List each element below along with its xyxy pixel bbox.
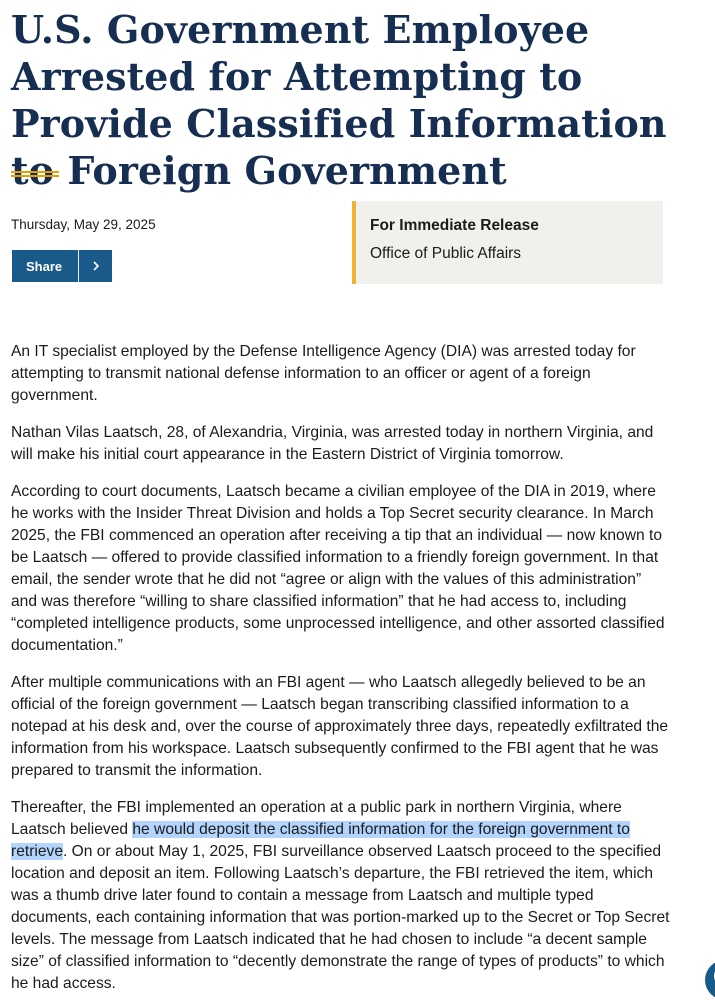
paragraph-4: After multiple communications with an FBI agent — who Laatsch allegedly believed to be an official of the foreign government — Laatsch began transcribing classified information to a notepad at his desk and, over the course of approximately three days, repeatedly exfiltrated the information from his workspace. Laatsch subsequently confirmed to the FBI agent that he was prepared to transmit the information. [11,674,669,779]
share-button-label: Share [26,258,63,274]
release-office: Office of Public Affairs [370,245,522,262]
page-title: U.S. Government Employee Arrested for Attempting to Provide Classified Information to Foreign Government [11,7,667,193]
paragraph-5-start: Thereafter, the FBI implemented an operation at a public park in northern Virginia, where Laatsch believed [11,799,622,838]
publish-date: Thursday, May 29, 2025 [11,217,156,232]
share-button[interactable] [12,250,112,282]
chevron-right-icon[interactable] [79,260,112,272]
share-divider [78,250,79,282]
paragraph-3: According to court documents, Laatsch became a civilian employee of the DIA in 2019, where he works with the Insider Threat Division and holds a Top Secret security clearance. In March 2025, the FBI commenced an operation after receiving a tip that an individual — now known to be Laatsch — offered to provide classified information to a friendly foreign government. In that email, the sender wrote that he did not “agree or align with the values of this administration” and was therefore “willing to share classified information” that he had access to, including “completed intelligence products, some unprocessed intelligence, and other assorted classified documentation.” [11,483,665,654]
chat-bubble-icon[interactable] [705,960,715,1000]
paragraph-2: Nathan Vilas Laatsch, 28, of Alexandria, Virginia, was arrested today in northern Virginia, and will make his initial court appearance in the Eastern District of Virginia tomorrow. [11,424,654,463]
release-title: For Immediate Release [370,217,539,234]
title-accent-rule [11,171,59,177]
article-body [11,341,671,1000]
paragraph-5 [11,797,671,995]
paragraph-1: An IT specialist employed by the Defense Intelligence Agency (DIA) was arrested today for attempting to transmit national defense information to an officer or agent of a foreign government. [11,343,636,404]
text-selection-highlight: he would deposit the classified information for the foreign government to retrieve [11,821,630,860]
press-release-box [352,201,663,284]
paragraph-5-end: . On or about May 1, 2025, FBI surveillance observed Laatsch proceed to the specified location and deposit an item. Following Laatsch’s departure, the FBI retrieved the item, which was a thumb drive later found to contain a message from Laatsch and multiple typed documents, each containing information that was portion-marked up to the Secret or Top Secret levels. The message from Laatsch indicated that he had chosen to include “a decent sample size” of classified information to “decently demonstrate the range of types of products” to which he had access. [11,843,670,992]
